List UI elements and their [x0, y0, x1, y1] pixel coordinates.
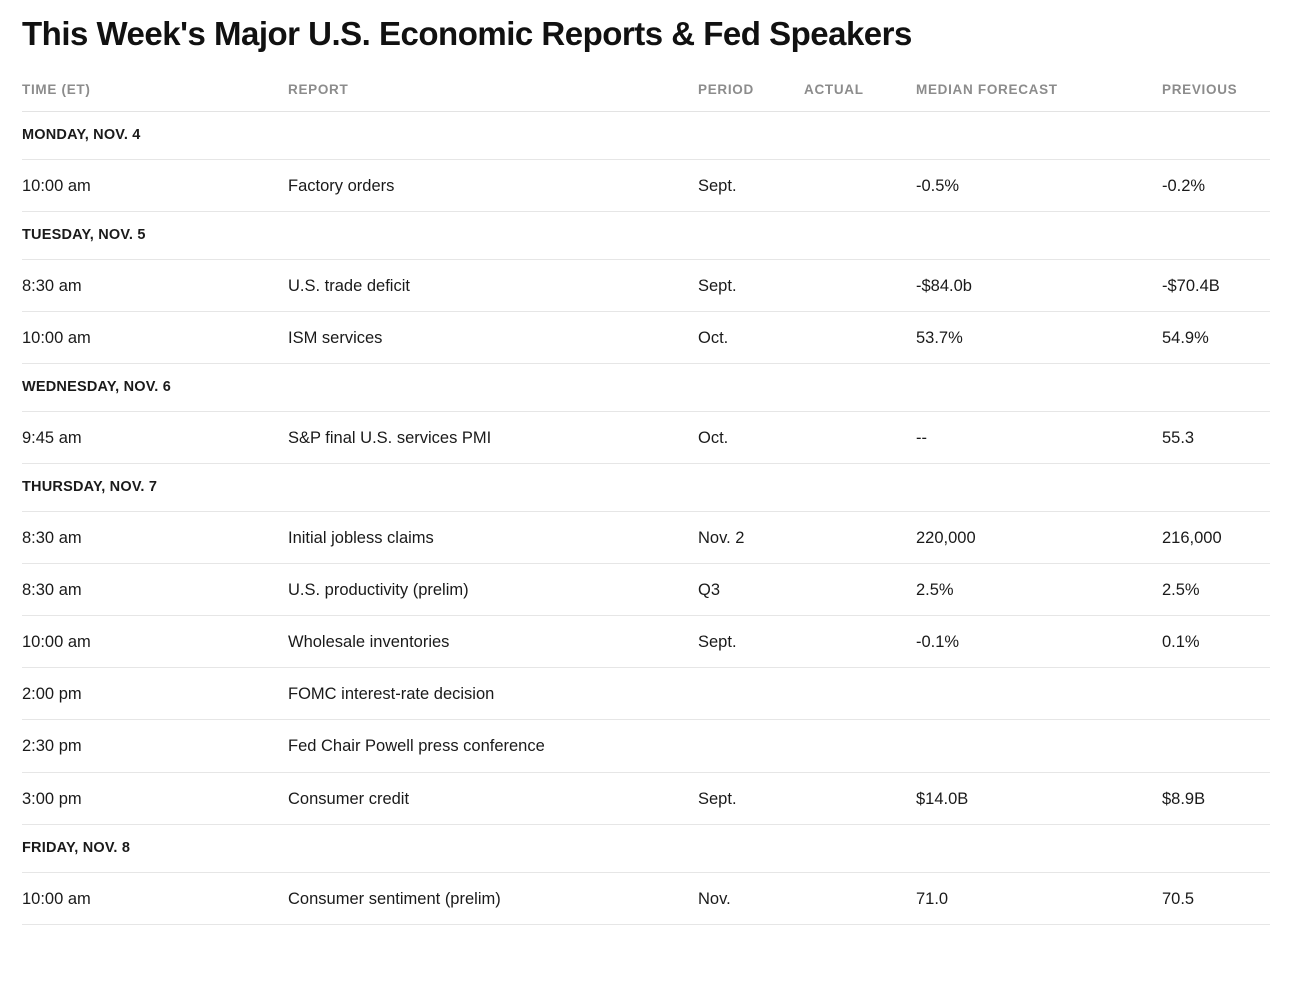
column-header-actual: ACTUAL	[804, 82, 916, 112]
day-header-row	[22, 824, 1270, 872]
cell-median-forecast	[916, 668, 1162, 720]
cell-report: FOMC interest-rate decision	[288, 668, 698, 720]
column-header-report: REPORT	[288, 82, 698, 112]
cell-report: U.S. productivity (prelim)	[288, 564, 698, 616]
cell-report: Factory orders	[288, 159, 698, 211]
cell-previous: 216,000	[1162, 511, 1270, 563]
table-row	[22, 772, 1270, 824]
cell-time: 10:00 am	[22, 311, 288, 363]
column-header-previous: PREVIOUS	[1162, 82, 1270, 112]
cell-median-forecast: -0.1%	[916, 616, 1162, 668]
cell-period	[698, 668, 804, 720]
day-header-label: WEDNESDAY, NOV. 6	[22, 363, 1270, 411]
day-header-label: THURSDAY, NOV. 7	[22, 463, 1270, 511]
cell-median-forecast: 220,000	[916, 511, 1162, 563]
cell-time: 9:45 am	[22, 411, 288, 463]
cell-time: 8:30 am	[22, 259, 288, 311]
day-header-row	[22, 111, 1270, 159]
cell-period: Nov.	[698, 872, 804, 924]
cell-actual	[804, 668, 916, 720]
column-header-period: PERIOD	[698, 82, 804, 112]
cell-report: Consumer sentiment (prelim)	[288, 872, 698, 924]
cell-period	[698, 720, 804, 772]
cell-actual	[804, 311, 916, 363]
cell-previous: $8.9B	[1162, 772, 1270, 824]
cell-median-forecast: 2.5%	[916, 564, 1162, 616]
cell-period: Sept.	[698, 159, 804, 211]
cell-actual	[804, 259, 916, 311]
table-row	[22, 511, 1270, 563]
cell-previous: -$70.4B	[1162, 259, 1270, 311]
cell-median-forecast: 53.7%	[916, 311, 1162, 363]
cell-actual	[804, 872, 916, 924]
cell-time: 2:00 pm	[22, 668, 288, 720]
cell-previous	[1162, 668, 1270, 720]
day-header-row	[22, 211, 1270, 259]
table-row	[22, 668, 1270, 720]
cell-previous: 55.3	[1162, 411, 1270, 463]
table-row	[22, 311, 1270, 363]
table-row	[22, 720, 1270, 772]
cell-median-forecast: -$84.0b	[916, 259, 1162, 311]
cell-time: 10:00 am	[22, 616, 288, 668]
day-header-label: MONDAY, NOV. 4	[22, 111, 1270, 159]
table-row	[22, 259, 1270, 311]
cell-period: Nov. 2	[698, 511, 804, 563]
cell-time: 10:00 am	[22, 159, 288, 211]
cell-report: Initial jobless claims	[288, 511, 698, 563]
cell-median-forecast	[916, 720, 1162, 772]
cell-time: 8:30 am	[22, 564, 288, 616]
cell-actual	[804, 511, 916, 563]
cell-actual	[804, 564, 916, 616]
day-header-row	[22, 463, 1270, 511]
cell-actual	[804, 616, 916, 668]
cell-period: Q3	[698, 564, 804, 616]
table-row	[22, 872, 1270, 924]
cell-time: 8:30 am	[22, 511, 288, 563]
cell-median-forecast: 71.0	[916, 872, 1162, 924]
table-row	[22, 564, 1270, 616]
cell-period: Oct.	[698, 411, 804, 463]
cell-previous: 2.5%	[1162, 564, 1270, 616]
cell-previous: 70.5	[1162, 872, 1270, 924]
cell-period: Sept.	[698, 259, 804, 311]
cell-report: Consumer credit	[288, 772, 698, 824]
table-header	[22, 82, 1270, 112]
cell-previous	[1162, 720, 1270, 772]
cell-report: ISM services	[288, 311, 698, 363]
cell-actual	[804, 772, 916, 824]
cell-previous: -0.2%	[1162, 159, 1270, 211]
cell-time: 3:00 pm	[22, 772, 288, 824]
cell-period: Oct.	[698, 311, 804, 363]
cell-median-forecast: -0.5%	[916, 159, 1162, 211]
table-body	[22, 111, 1270, 924]
table-row	[22, 616, 1270, 668]
cell-previous: 0.1%	[1162, 616, 1270, 668]
page-title: This Week's Major U.S. Economic Reports & Fed Speakers	[22, 15, 912, 52]
economic-calendar-table	[22, 82, 1270, 925]
day-header-row	[22, 363, 1270, 411]
cell-report: Fed Chair Powell press conference	[288, 720, 698, 772]
cell-period: Sept.	[698, 616, 804, 668]
day-header-label: FRIDAY, NOV. 8	[22, 824, 1270, 872]
cell-time: 10:00 am	[22, 872, 288, 924]
cell-previous: 54.9%	[1162, 311, 1270, 363]
table-header-row	[22, 82, 1270, 112]
table-row	[22, 411, 1270, 463]
cell-report: Wholesale inventories	[288, 616, 698, 668]
table-row	[22, 159, 1270, 211]
cell-time: 2:30 pm	[22, 720, 288, 772]
column-header-median-forecast: MEDIAN FORECAST	[916, 82, 1162, 112]
cell-median-forecast: $14.0B	[916, 772, 1162, 824]
column-header-time: TIME (ET)	[22, 82, 288, 112]
cell-period: Sept.	[698, 772, 804, 824]
cell-median-forecast: --	[916, 411, 1162, 463]
day-header-label: TUESDAY, NOV. 5	[22, 211, 1270, 259]
cell-actual	[804, 159, 916, 211]
cell-actual	[804, 411, 916, 463]
cell-actual	[804, 720, 916, 772]
cell-report: S&P final U.S. services PMI	[288, 411, 698, 463]
cell-report: U.S. trade deficit	[288, 259, 698, 311]
